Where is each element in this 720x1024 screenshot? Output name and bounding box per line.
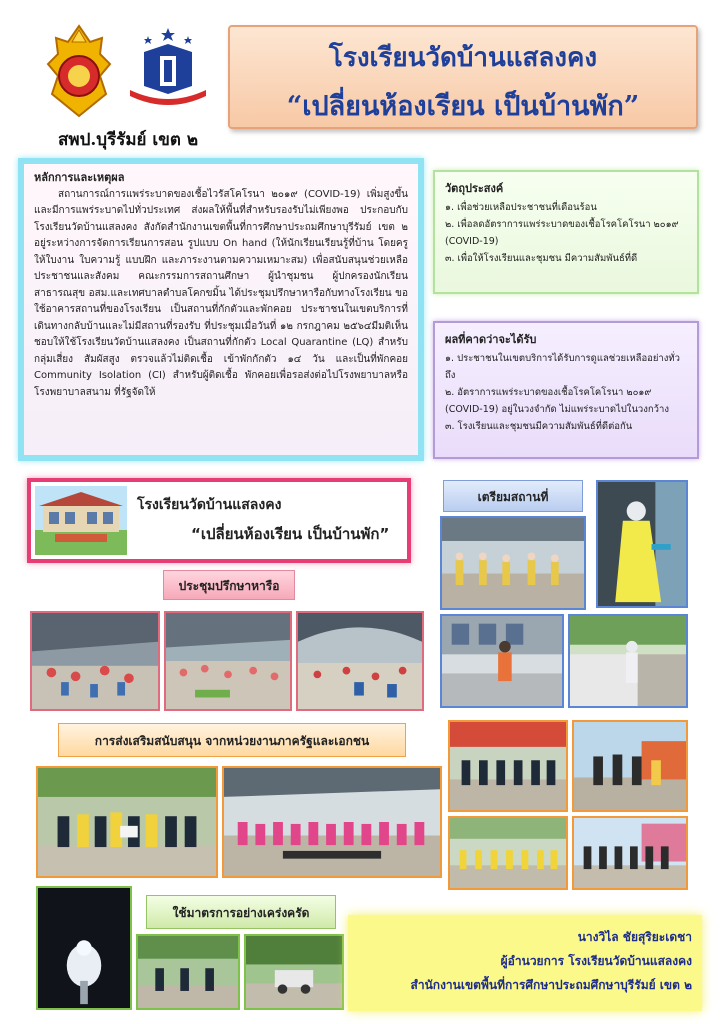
office-seal-logo (44, 24, 114, 120)
school-banner (27, 478, 411, 563)
support-photo (448, 816, 568, 890)
school-building-photo (35, 486, 127, 555)
strict-photo (136, 934, 240, 1010)
banner-line2: “เปลี่ยนห้องเรียน เป็นบ้านพัก” (191, 525, 390, 543)
meeting-photo (164, 611, 292, 711)
prepare-photo (440, 516, 586, 610)
principle-box (18, 158, 424, 461)
support-photo (448, 720, 568, 812)
objective-item: ๒. เพื่อลดอัตราการแพร่ระบาดของเชื้อโรคโคโรนา ๒๐๑๙ (COVID-19) (445, 219, 679, 247)
support-photo (572, 816, 688, 890)
meeting-photo (30, 611, 160, 711)
education-book-logo-icon (124, 26, 212, 116)
prepare-photo (440, 614, 564, 708)
office-label: สพป.บุรีรัมย์ เขต ๒ (58, 130, 199, 150)
objectives-box (433, 170, 699, 294)
strict-photo (244, 934, 344, 1010)
signature-office: สำนักงานเขตพื้นที่การศึกษาประถมศึกษาบุรีรัมย์ เขต ๒ (410, 978, 692, 992)
signature-box (348, 915, 702, 1011)
expected-results-box (433, 321, 699, 459)
support-label: การส่งเสริมสนับสนุน จากหน่วยงานภาครัฐและเอกชน (58, 723, 406, 757)
title-box (228, 25, 698, 129)
meeting-photo (296, 611, 424, 711)
support-photo (36, 766, 218, 878)
education-logo (124, 26, 212, 116)
support-photo (572, 720, 688, 812)
objective-item: ๓. เพื่อให้โรงเรียนและชุมชน มีความสัมพันธ์ที่ดี (445, 253, 638, 264)
support-photo (222, 766, 442, 878)
meeting-label: ประชุมปรึกษาหารือ (163, 570, 295, 600)
signature-name: นางวิไล ชัยสุริยะเดชา (577, 930, 692, 944)
principle-heading: หลักการและเหตุผล (34, 171, 125, 184)
principle-body: สถานการณ์การแพร่ระบาดของเชื้อไวรัสโคโรนา ๒๐๑๙ (COVID-19) เพิ่มสูงขึ้น และมีการแพร่ระบาดไปทั่วประเทศ ส่งผลให้พื้นที่สำหรับรองรับไม่เพียงพอ ประกอบกับโรงเรียนวัดบ้านแสลงคง สังกัดสำนักงานเขตพื้นที่การศึกษาประถมศึกษาบุรีรัมย์ เขต ๒ อยู่ระหว่างการจัดการเรียนการสอน รูปแบบ On hand (ให้นักเรียนเรียนรู้ที่บ้าน โดยครูให้ใบงาน ใบความรู้ แบบฝึก และภาระงานตามความเหมาะสม) เพื่อสนับสนุนช่วยเหลือประชาชนและสังคม คณะกรรมการสถานศึกษา ผู้นำชุมชน ผู้ปกครองนักเรียน สาธารณสุข อสม.และเทศบาลตำบลโคกขมิ้น ได้ประชุมปรึกษาหารือกับทางโรงเรียน ขอใช้อาคารสถานที่ของโรงเรียน เป็นสถานที่กักตัวและพักคอย ประชาชนในเขตบริการที่เดินทางกลับบ้านและไม่มีสถานที่รองรับ ที่ประชุมเมื่อวันที่ ๑๒ กรกฎาคม ๒๕๖๔มีมติเห็นชอบให้ใช้โรงเรียนวัดบ้านแสลงคง เป็นสถานที่กักตัว Local Quarantine (LQ) สำหรับกลุ่มเสี่ยง สัมผัสสูง ตรวจแล้วไม่ติดเชื้อ เข้าพักกักตัว ๑๔ วัน และเป็นที่พักคอย Community Isolation (CI) สำหรับผู้ติดเชื้อ พักคอยเพื่อรอส่งต่อไปโรงพยาบาลหรือโรงพยาบาลสนาม ที่รัฐจัดให้ (34, 188, 408, 398)
objective-item: ๑. เพื่อช่วยเหลือประชาชนที่เดือนร้อน (445, 202, 597, 213)
title-line1: โรงเรียนวัดบ้านแสลงคง (328, 43, 598, 73)
expected-item: ๒. อัตราการแพร่ระบาดของเชื้อโรคโคโรนา ๒๐๑๙ (COVID-19) อยู่ในวงจำกัด ไม่แพร่ระบาดไปในวงกว้าง (445, 387, 669, 415)
objectives-heading: วัตถุประสงค์ (445, 182, 504, 195)
strict-photo (36, 886, 132, 1010)
expected-item: ๓. โรงเรียนและชุมชนมีความสัมพันธ์ที่ดีต่อกัน (445, 421, 633, 432)
garuda-seal-icon (44, 24, 114, 120)
prepare-label: เตรียมสถานที่ (443, 480, 583, 512)
banner-line1: โรงเรียนวัดบ้านแสลงคง (137, 497, 282, 513)
signature-position: ผู้อำนวยการ โรงเรียนวัดบ้านแสลงคง (500, 954, 692, 968)
strict-label: ใช้มาตรการอย่างเคร่งครัด (146, 895, 336, 929)
expected-item: ๑. ประชาชนในเขตบริการได้รับการดูแลช่วยเหลืออย่างทั่วถึง (445, 353, 681, 381)
title-line2: “เปลี่ยนห้องเรียน เป็นบ้านพัก” (286, 91, 640, 122)
expected-heading: ผลที่คาดว่าจะได้รับ (445, 333, 537, 346)
prepare-photo (568, 614, 688, 708)
prepare-photo (596, 480, 688, 608)
